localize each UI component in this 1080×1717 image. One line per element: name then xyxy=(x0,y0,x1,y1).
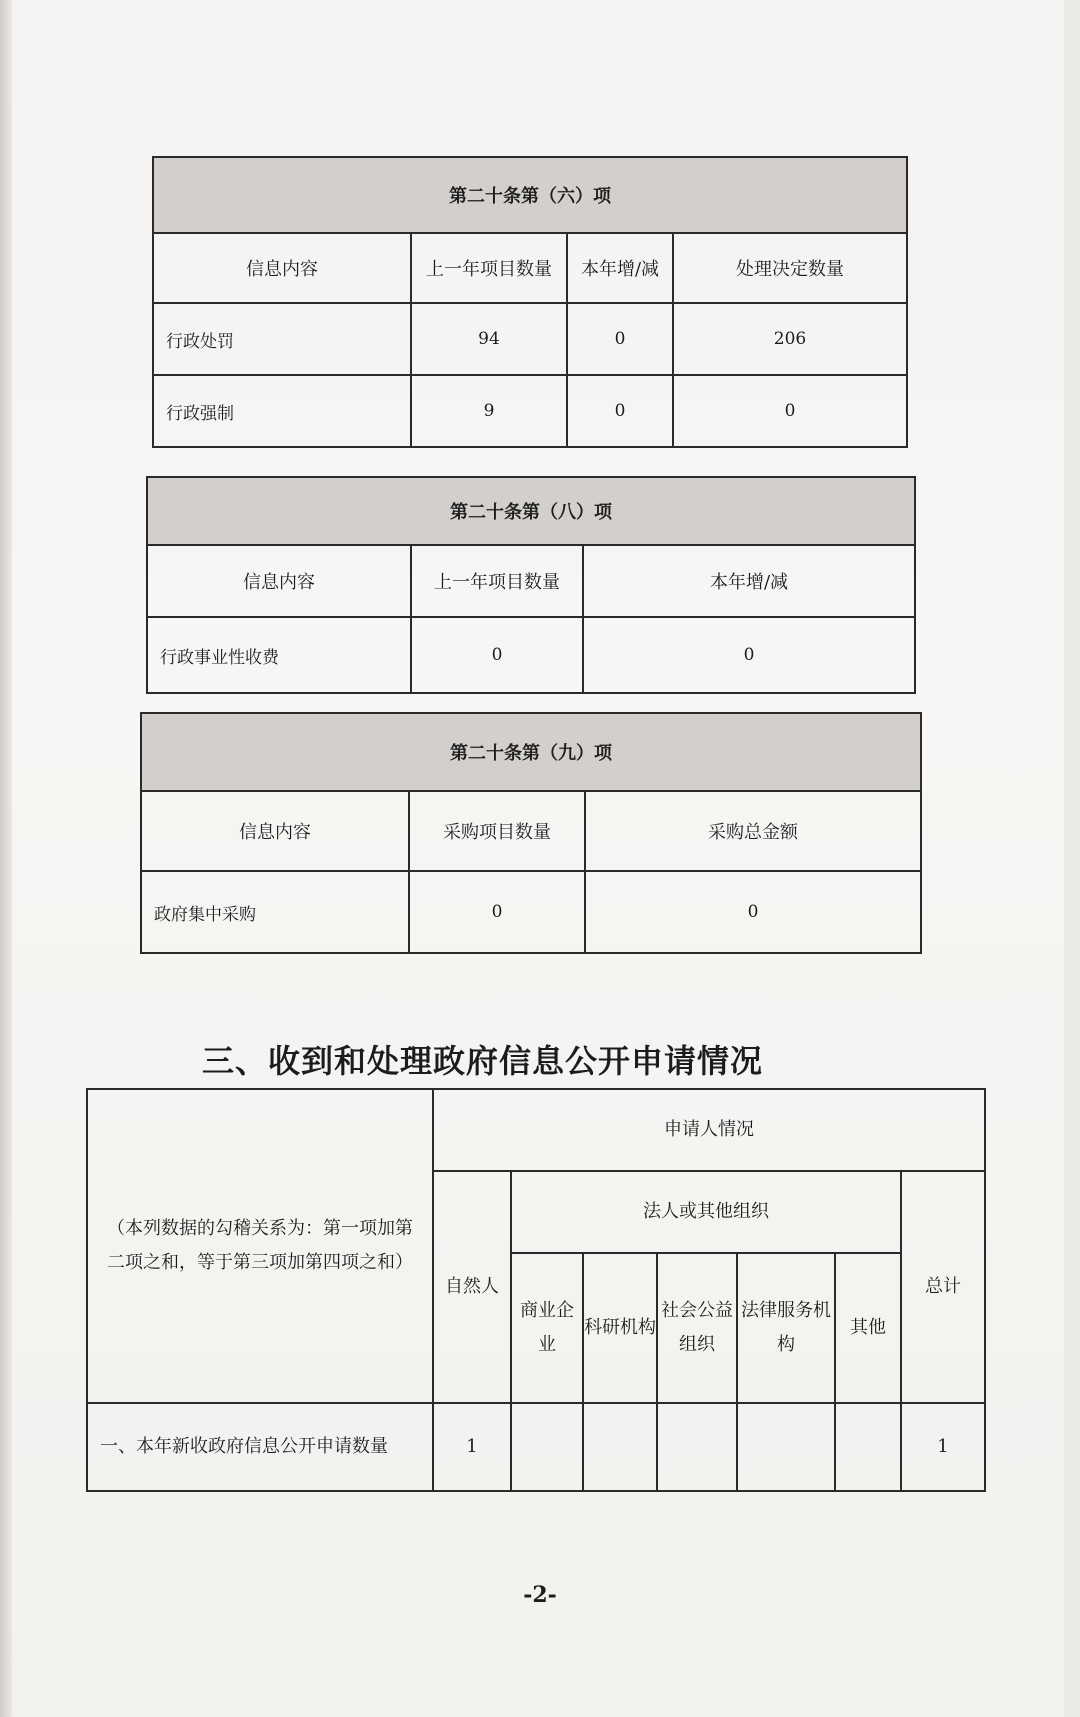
cell-total: 1 xyxy=(901,1403,985,1491)
cell-value: 206 xyxy=(673,303,907,375)
section-heading: 三、收到和处理政府信息公开申请情况 xyxy=(202,1042,764,1080)
cell-public-welfare xyxy=(657,1403,737,1491)
cell-research xyxy=(583,1403,657,1491)
header-last-year-count: 上一年项目数量 xyxy=(411,233,567,303)
table-article20-item9 xyxy=(140,712,922,954)
applicant-header: 申请人情况 xyxy=(433,1089,985,1171)
table-title: 第二十条第（八）项 xyxy=(147,477,915,545)
table-title: 第二十条第（九）项 xyxy=(141,713,921,791)
row-label: 一、本年新收政府信息公开申请数量 xyxy=(87,1403,433,1491)
header-info-content: 信息内容 xyxy=(147,545,411,617)
natural-person-header: 自然人 xyxy=(433,1171,511,1403)
table-title: 第二十条第（六）项 xyxy=(153,157,907,233)
cell-other xyxy=(835,1403,901,1491)
org-type-public-welfare: 社会公益组织 xyxy=(657,1253,737,1403)
cell-value: 94 xyxy=(411,303,567,375)
table-row xyxy=(141,871,921,953)
org-type-research: 科研机构 xyxy=(583,1253,657,1403)
header-year-change: 本年增/减 xyxy=(567,233,673,303)
cell-legal-service xyxy=(737,1403,835,1491)
org-type-other: 其他 xyxy=(835,1253,901,1403)
table-information-requests xyxy=(86,1088,986,1492)
header-procurement-amount: 采购总金额 xyxy=(585,791,921,871)
header-procurement-count: 采购项目数量 xyxy=(409,791,585,871)
cell-value: 0 xyxy=(583,617,915,693)
page-number: -2- xyxy=(523,1582,557,1608)
org-type-legal-service: 法律服务机构 xyxy=(737,1253,835,1403)
cell-value: 0 xyxy=(567,303,673,375)
cell-value: 0 xyxy=(585,871,921,953)
page-edge-shadow xyxy=(0,0,12,1717)
total-header: 总计 xyxy=(901,1171,985,1403)
table-article20-item8 xyxy=(146,476,916,694)
row-label: 行政处罚 xyxy=(153,303,411,375)
org-type-commercial: 商业企业 xyxy=(511,1253,583,1403)
row-label: 行政事业性收费 xyxy=(147,617,411,693)
cell-value: 9 xyxy=(411,375,567,447)
cell-value: 0 xyxy=(411,617,583,693)
header-last-year-count: 上一年项目数量 xyxy=(411,545,583,617)
header-info-content: 信息内容 xyxy=(141,791,409,871)
table-row xyxy=(87,1403,985,1491)
cell-value: 0 xyxy=(409,871,585,953)
row-label: 行政强制 xyxy=(153,375,411,447)
row-label: 政府集中采购 xyxy=(141,871,409,953)
header-decision-count: 处理决定数量 xyxy=(673,233,907,303)
cell-commercial xyxy=(511,1403,583,1491)
table-row xyxy=(147,617,915,693)
header-year-change: 本年增/减 xyxy=(583,545,915,617)
table-article20-item6 xyxy=(152,156,908,448)
legal-person-header: 法人或其他组织 xyxy=(511,1171,901,1253)
cell-value: 0 xyxy=(673,375,907,447)
header-info-content: 信息内容 xyxy=(153,233,411,303)
cell-value: 0 xyxy=(567,375,673,447)
table-row xyxy=(153,303,907,375)
table-row xyxy=(153,375,907,447)
reconciliation-note: （本列数据的勾稽关系为：第一项加第二项之和，等于第三项加第四项之和） xyxy=(87,1089,433,1403)
cell-natural-person: 1 xyxy=(433,1403,511,1491)
